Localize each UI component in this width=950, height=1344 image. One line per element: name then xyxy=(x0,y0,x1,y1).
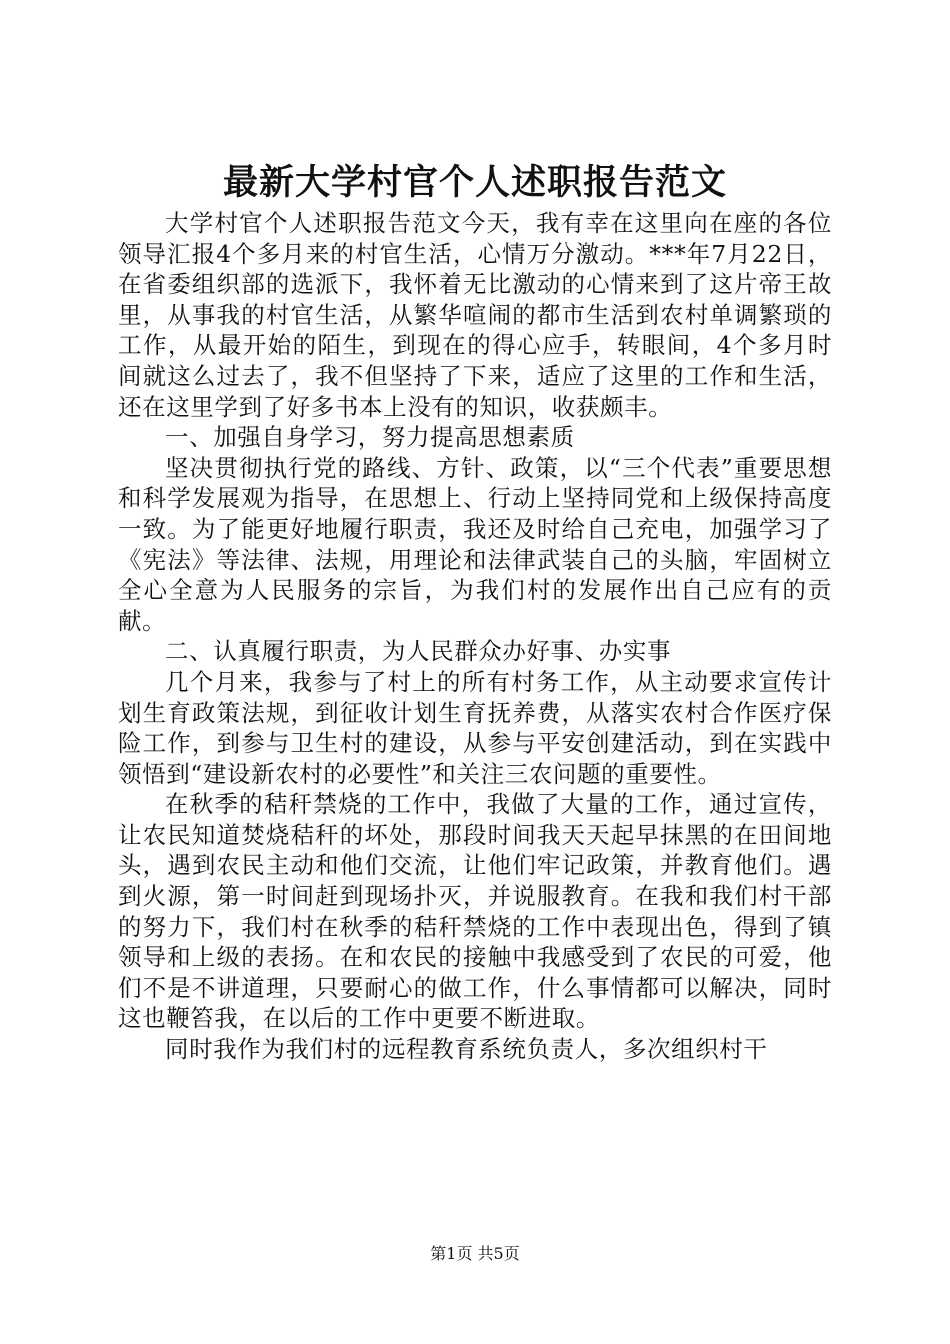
paragraph-intro: 大学村官个人述职报告范文今天，我有幸在这里向在座的各位领导汇报4个多月来的村官生活，心情万分激动。***年7月22日，在省委组织部的选派下，我怀着无比激动的心情来到了这片帝王故里，从事我的村官生活，从繁华喧闹的都市生活到农村单调繁琐的工作，从最开始的陌生，到现在的得心应手，转眼间，4个多月时间就这么过去了，我不但坚持了下来，适应了这里的工作和生活，还在这里学到了好多书本上没有的知识，收获颇丰。 xyxy=(118,209,832,421)
page-footer: 第1页 共5页 xyxy=(430,1244,520,1263)
document-title: 最新大学村官个人述职报告范文 xyxy=(222,162,727,203)
paragraph-study: 坚决贯彻执行党的路线、方针、政策，以“三个代表”重要思想和科学发展观为指导，在思想上、行动上坚持同党和上级保持高度一致。为了能更好地履行职责，我还及时给自己充电，加强学习了《宪法》等法律、法规，用理论和法律武装自己的头脑，牢固树立全心全意为人民服务的宗旨，为我们村的发展作出自己应有的贡献。 xyxy=(118,453,832,635)
paragraph-village-work: 几个月来，我参与了村上的所有村务工作，从主动要求宣传计划生育政策法规，到征收计划生育抚养费，从落实农村合作医疗保险工作，到参与卫生村的建设，从参与平安创建活动，到在实践中领悟到“建设新农村的必要性”和关注三农问题的重要性。 xyxy=(118,667,832,788)
section-heading-1: 一、加强自身学习，努力提高思想素质 xyxy=(165,423,575,452)
document-body xyxy=(118,208,832,1065)
paragraph-remote-education: 同时我作为我们村的远程教育系统负责人，多次组织村干 xyxy=(165,1035,768,1064)
section-heading-2: 二、认真履行职责，为人民群众办好事、办实事 xyxy=(165,637,672,666)
paragraph-straw-burning: 在秋季的秸秆禁烧的工作中，我做了大量的工作，通过宣传，让农民知道焚烧秸秆的坏处，那段时间我天天起早抹黑的在田间地头，遇到农民主动和他们交流，让他们牢记政策，并教育他们。遇到火源，第一时间赶到现场扑灭，并说服教育。在我和我们村干部的努力下，我们村在秋季的秸秆禁烧的工作中表现出色，得到了镇领导和上级的表扬。在和农民的接触中我感受到了农民的可爱，他们不是不讲道理，只要耐心的做工作，什么事情都可以解决，同时这也鞭笞我，在以后的工作中更要不断进取。 xyxy=(118,790,832,1033)
